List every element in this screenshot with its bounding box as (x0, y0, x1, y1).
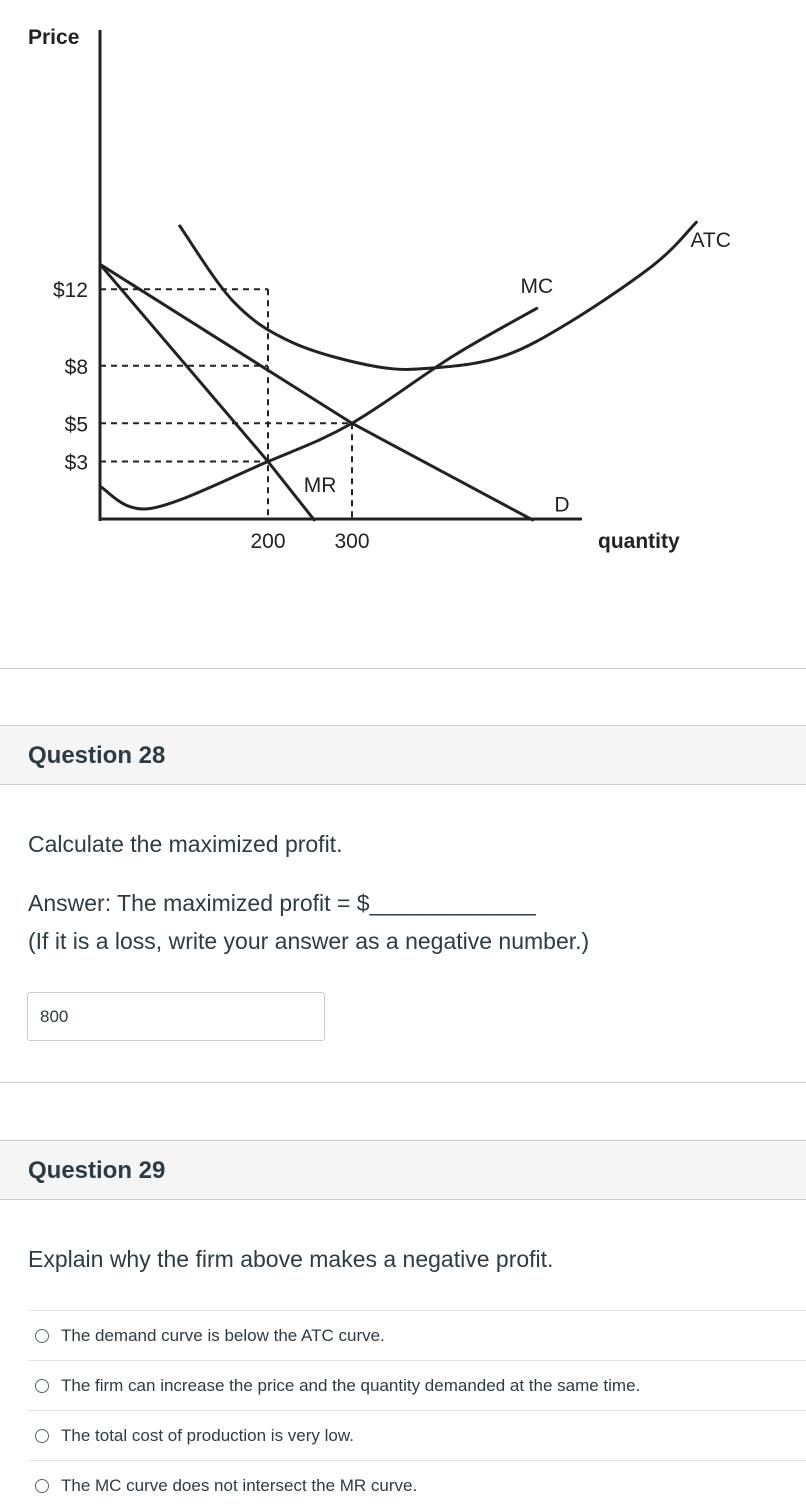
divider (0, 668, 806, 669)
answer-option[interactable] (28, 1410, 806, 1460)
y-axis-label: Price (28, 26, 80, 49)
question-29-title: Question 29 (28, 1157, 166, 1184)
curve-label: MC (520, 275, 554, 299)
curves (100, 222, 696, 520)
question-28-header (0, 725, 806, 785)
answer-option-label: The firm can increase the price and the quantity demanded at the same time. (61, 1375, 641, 1395)
x-tick-label: 300 (334, 530, 370, 553)
radio-button-icon[interactable] (35, 1329, 49, 1343)
answer-option[interactable] (28, 1360, 806, 1410)
answer-input[interactable] (27, 992, 325, 1041)
answer-option[interactable] (28, 1310, 806, 1360)
y-tick-label: $8 (64, 355, 88, 379)
answer-options (28, 1310, 806, 1510)
curve-label: D (554, 493, 570, 517)
x-tick-label: 200 (250, 530, 286, 553)
question-28-note: (If it is a loss, write your answer as a negative number.) (28, 928, 590, 954)
question-28-title: Question 28 (28, 742, 166, 769)
axes (99, 30, 582, 521)
cost-curves-chart (0, 0, 806, 620)
series-atc-line (180, 222, 697, 369)
curve-label: ATC (690, 229, 731, 253)
series-mr-line (100, 264, 314, 520)
answer-option-label: The total cost of production is very low. (61, 1425, 354, 1445)
curve-label: MR (303, 474, 337, 498)
radio-button-icon[interactable] (35, 1379, 49, 1393)
question-28-prompt: Calculate the maximized profit. (28, 831, 343, 857)
y-tick-label: $3 (64, 451, 88, 475)
question-28-answer-line: Answer: The maximized profit = $_____________ (28, 890, 536, 916)
divider (0, 1082, 806, 1083)
answer-option-label: The MC curve does not intersect the MR curve. (61, 1475, 418, 1495)
answer-option-label: The demand curve is below the ATC curve. (61, 1325, 385, 1345)
question-29-header (0, 1140, 806, 1200)
y-tick-label: $5 (64, 413, 88, 437)
question-29-prompt: Explain why the firm above makes a negative profit. (28, 1246, 554, 1272)
radio-button-icon[interactable] (35, 1479, 49, 1493)
answer-option[interactable] (28, 1460, 806, 1510)
y-tick-label: $12 (52, 279, 88, 303)
radio-button-icon[interactable] (35, 1429, 49, 1443)
x-axis-label: quantity (598, 530, 680, 553)
